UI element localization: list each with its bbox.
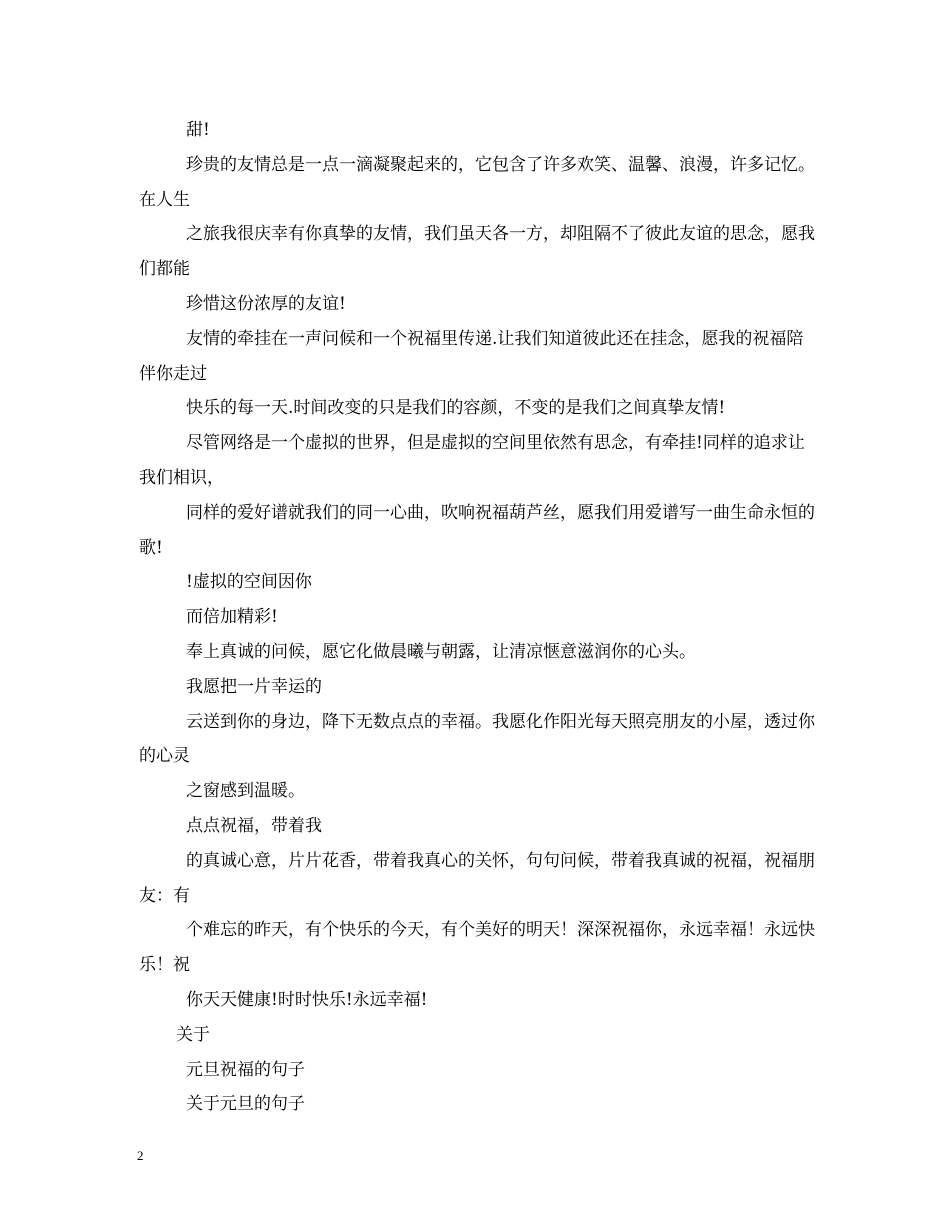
paragraph: 个难忘的昨天，有个快乐的今天，有个美好的明天！深深祝福你，永远幸福！永远快乐！祝 — [139, 920, 815, 976]
document-body — [139, 113, 819, 1122]
page-number: 2 — [137, 1148, 144, 1163]
paragraph: 快乐的每一天.时间改变的只是我们的容颜，不变的是我们之间真挚友情! — [186, 398, 726, 419]
paragraph: 云送到你的身边，降下无数点点的幸福。我愿化作阳光每天照亮朋友的小屋，透过你的心灵 — [139, 711, 815, 767]
paragraph: 我愿把一片幸运的 — [186, 676, 322, 697]
paragraph: !虚拟的空间因你 — [186, 572, 312, 593]
paragraph: 的真诚心意，片片花香，带着我真心的关怀，句句问候，带着我真诚的祝福，祝福朋友：有 — [139, 850, 815, 906]
paragraph: 之旅我很庆幸有你真挚的友情，我们虽天各一方，却阻隔不了彼此友谊的思念，愿我们都能 — [139, 224, 815, 280]
paragraph: 友情的牵挂在一声问候和一个祝福里传递.让我们知道彼此还在挂念，愿我的祝福陪伴你走过 — [139, 328, 804, 384]
paragraph: 元旦祝福的句子 — [186, 1059, 305, 1080]
paragraph: 点点祝福，带着我 — [186, 815, 322, 836]
paragraph: 关于元旦的句子 — [186, 1094, 305, 1115]
paragraph: 珍贵的友情总是一点一滴凝聚起来的，它包含了许多欢笑、温馨、浪漫，许多记忆。在人生 — [139, 154, 815, 210]
paragraph: 之窗感到温暖。 — [186, 781, 305, 802]
paragraph: 你天天健康!时时快乐!永远幸福! — [186, 989, 428, 1010]
paragraph: 尽管网络是一个虚拟的世界，但是虚拟的空间里依然有思念，有牵挂!同样的追求让我们相识， — [139, 433, 805, 488]
paragraph: 而倍加精彩! — [186, 607, 278, 628]
paragraph: 甜! — [186, 120, 210, 140]
paragraph: 奉上真诚的问候，愿它化做晨曦与朝露，让清凉惬意滋润你的心头。 — [186, 641, 696, 662]
paragraph: 珍惜这份浓厚的友谊! — [186, 293, 346, 314]
paragraph: 同样的爱好谱就我们的同一心曲，吹响祝福葫芦丝，愿我们用爱谱写一曲生命永恒的歌! — [139, 502, 815, 558]
paragraph: 关于 — [176, 1024, 210, 1045]
